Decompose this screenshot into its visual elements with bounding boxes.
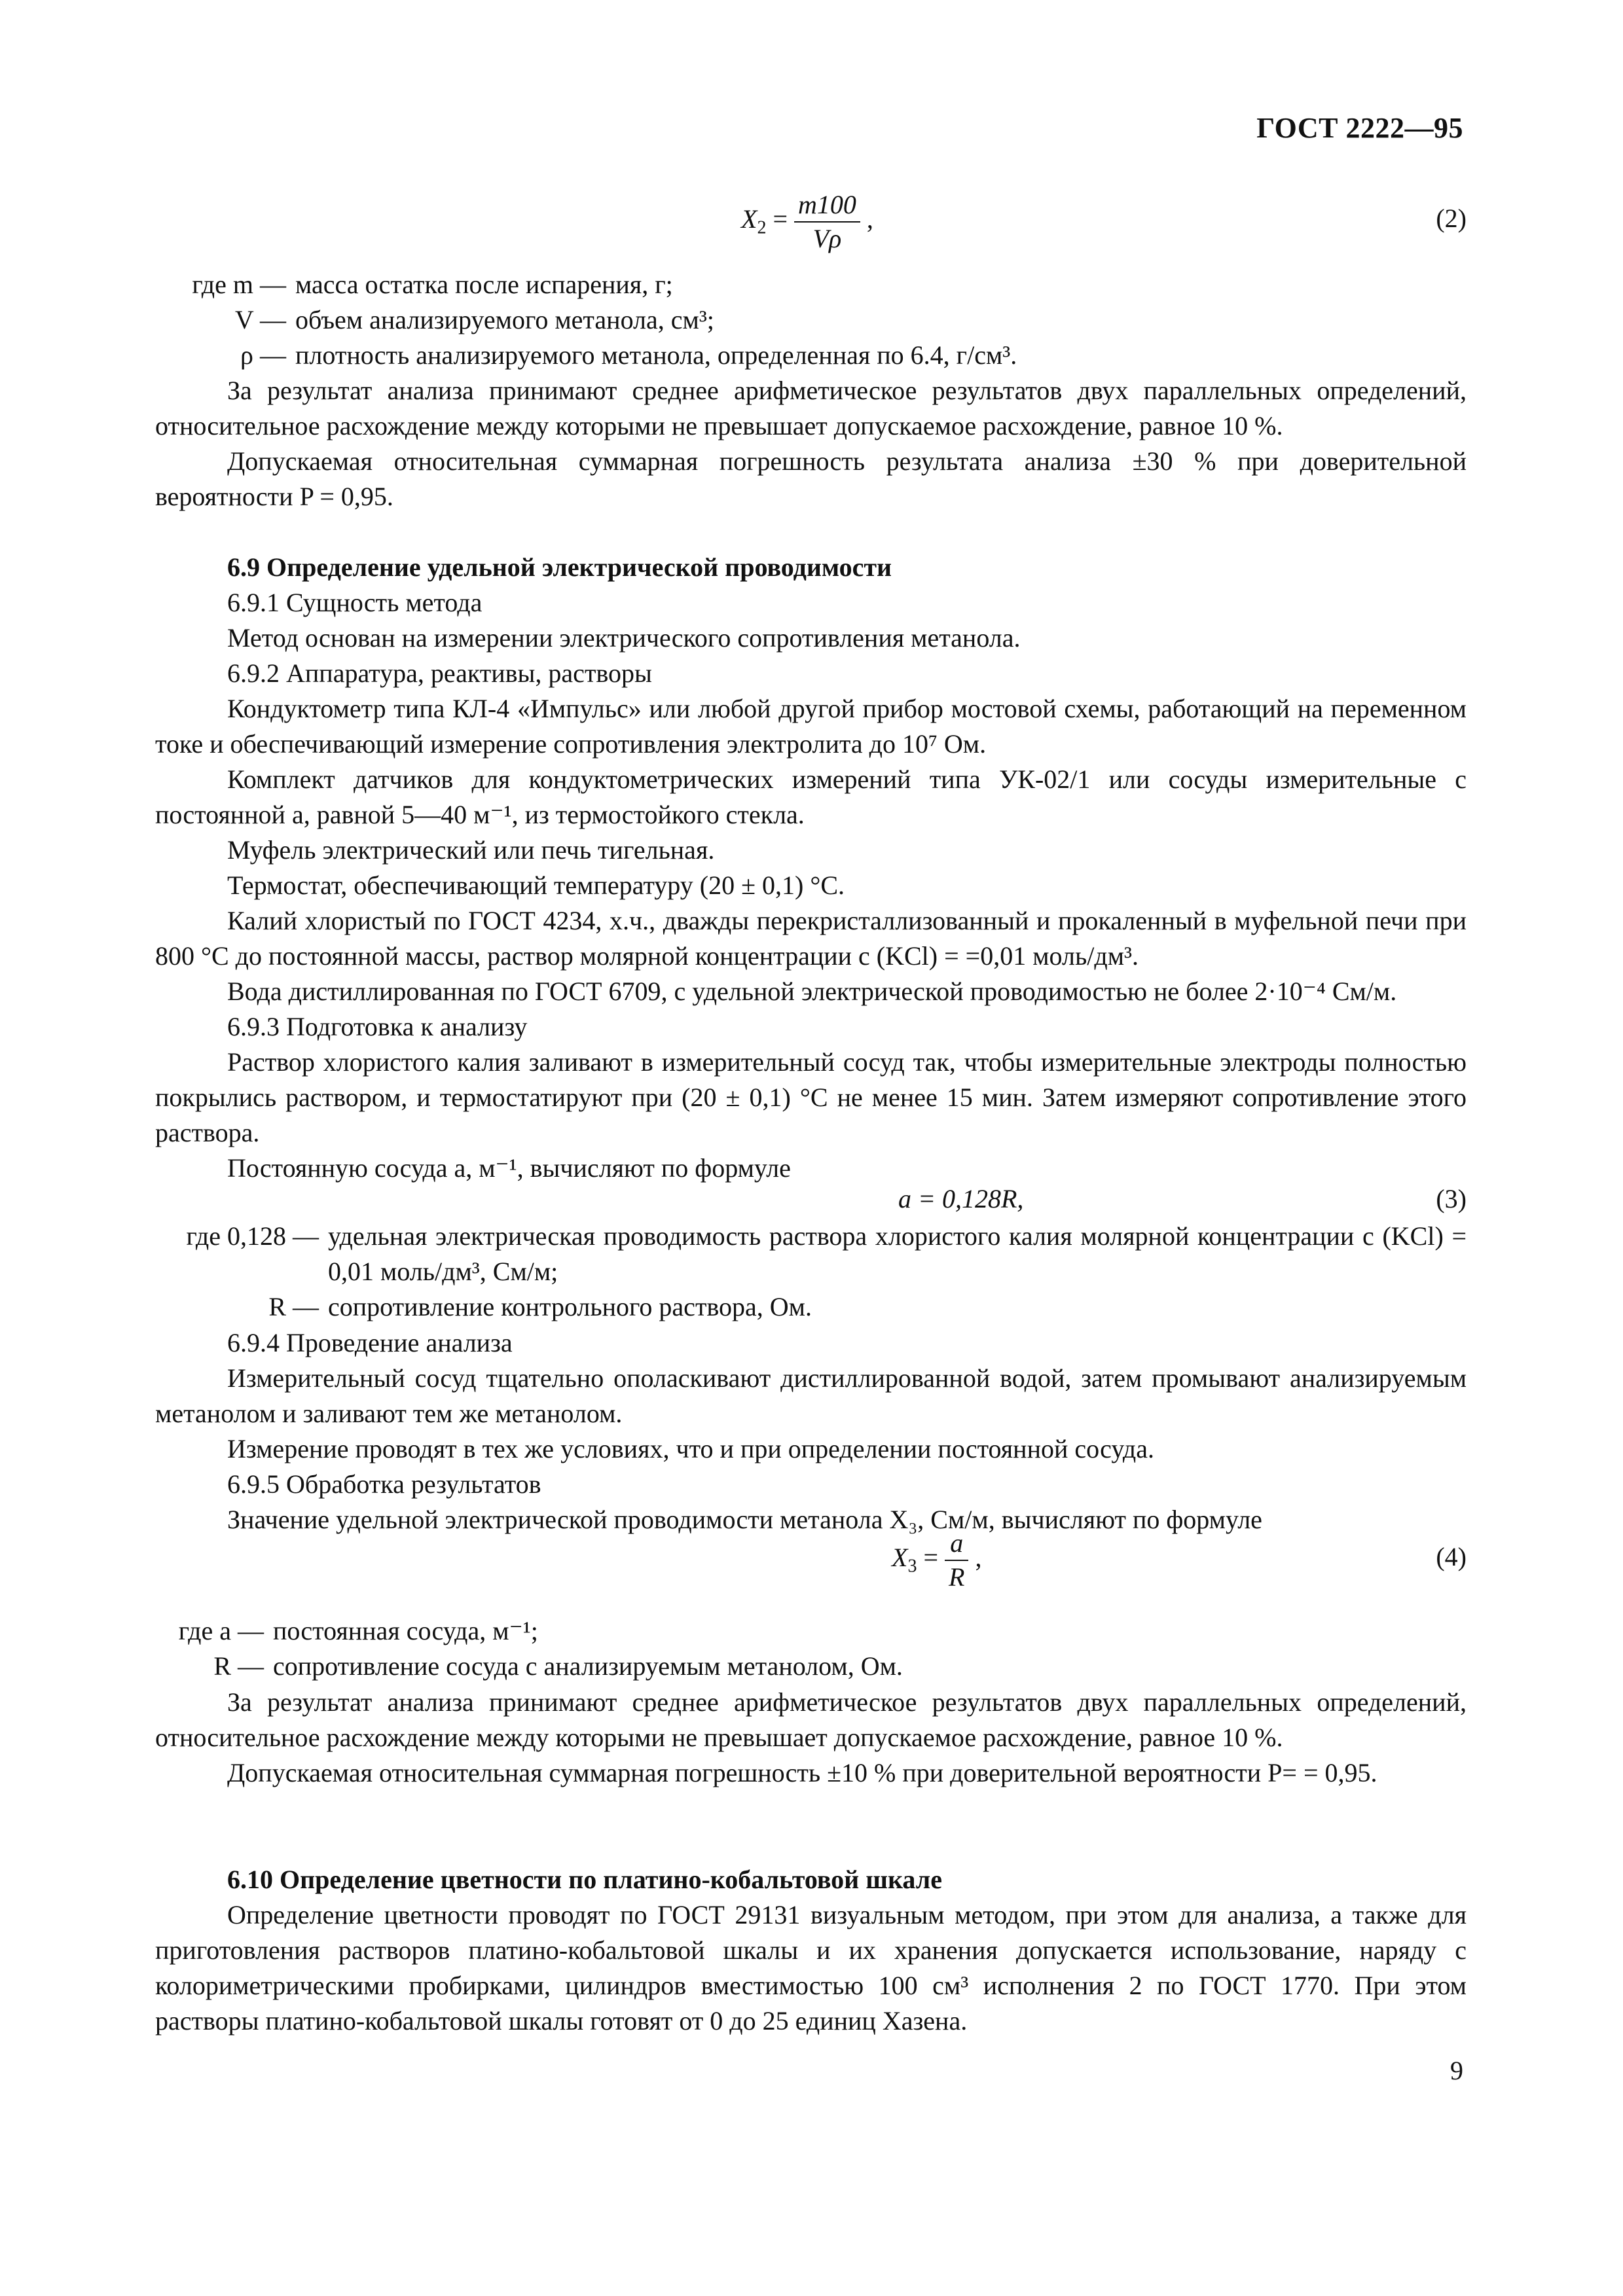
subsection-title: 6.9.4 Проведение анализа xyxy=(227,1328,513,1357)
paragraph: Метод основан на измерении электрического сопротивления метанола. xyxy=(227,623,1021,653)
formula-2-definitions xyxy=(155,267,1467,373)
page-number: 9 xyxy=(1450,2056,1463,2085)
formula-4 xyxy=(155,1528,1467,1607)
formula-3-number: (3) xyxy=(1436,1184,1467,1213)
formula-3-definitions xyxy=(155,1219,1467,1325)
paragraph: Термостат, обеспечивающий температуру (20 ± 0,1) °С. xyxy=(227,870,845,900)
paragraph: Измерительный сосуд тщательно ополаскивают дистиллированной водой, затем промывают анализируемым метанолом и заливают тем же метанолом. xyxy=(155,1363,1467,1428)
formula-2 xyxy=(155,190,1467,268)
definition-row: ρ — плотность анализируемого метанола, определенная по 6.4, г/см³. xyxy=(240,340,1017,370)
text-block-3 xyxy=(155,1685,1467,1791)
paragraph: За результат анализа принимают среднее арифметическое результатов двух параллельных определений, относительное расхождение между которыми не превышает допускаемое расхождение, равное 10 %. xyxy=(155,1687,1467,1752)
text-block-1 xyxy=(155,373,1467,514)
document-header: ГОСТ 2222—95 xyxy=(1256,112,1463,144)
formula-2-number: (2) xyxy=(1436,204,1467,233)
subsection-title: 6.9.2 Аппаратура, реактивы, растворы xyxy=(227,658,652,688)
paragraph: За результат анализа принимают среднее арифметическое результатов двух параллельных определений, относительное расхождение между которыми не превышает допускаемое расхождение, равное 10 %. xyxy=(155,376,1467,440)
definition-row: R — сопротивление сосуда с анализируемым метанолом, Ом. xyxy=(213,1651,903,1681)
definition-row: R — сопротивление контрольного раствора, Ом. xyxy=(268,1292,812,1321)
formula-4-fraction: $\frac{a}{R}$ xyxy=(945,1528,968,1592)
paragraph: Допускаемая относительная суммарная погрешность результата анализа ±30 % при доверительной вероятности P = 0,95. xyxy=(155,446,1467,511)
definition-row: где 0,128 — удельная электрическая проводимость раствора хлористого калия молярной концентрации с (KCl) = 0,01 моль/дм³, См/м; xyxy=(186,1221,1467,1286)
subsection-title: 6.9.3 Подготовка к анализу xyxy=(227,1012,528,1041)
definition-row: где m — масса остатка после испарения, г; xyxy=(192,270,673,299)
formula-3-expression: a = 0,128R, xyxy=(898,1184,1024,1213)
paragraph: Постоянную сосуда а, м⁻¹, вычисляют по формуле xyxy=(227,1153,791,1183)
formula-4-number: (4) xyxy=(1436,1542,1467,1571)
section-6-9 xyxy=(155,550,1467,1186)
paragraph: Значение удельной электрической проводимости метанола X₃, См/м, вычисляют по формуле xyxy=(227,1505,1262,1534)
formula-2-fraction: $\frac{m100}{V\rho}$ xyxy=(794,190,860,254)
formula-2-expression: $X_2$ = $\frac{m100}{V\rho}$ , xyxy=(741,190,873,253)
text-block-2 xyxy=(155,1325,1467,1537)
paragraph: Кондуктометр типа КЛ-4 «Импульс» или любой другой прибор мостовой схемы, работающий на переменном токе и обеспечивающий измерение сопротивления электролита до 10⁷ Ом. xyxy=(155,694,1467,759)
section-heading: 6.9 Определение удельной электрической проводимости xyxy=(227,552,892,582)
paragraph: Калий хлористый по ГОСТ 4234, х.ч., дважды перекристаллизованный и прокаленный в муфельной печи при 800 °С до постоянной массы, раствор молярной концентрации с (KCl) = =0,01 моль/дм³. xyxy=(155,906,1467,971)
paragraph: Допускаемая относительная суммарная погрешность ±10 % при доверительной вероятности Р= = 0,95. xyxy=(227,1758,1377,1787)
definition-row: где a — постоянная сосуда, м⁻¹; xyxy=(178,1616,538,1645)
paragraph: Муфель электрический или печь тигельная. xyxy=(227,835,715,865)
formula-3 xyxy=(155,1178,1467,1217)
subsection-title: 6.9.1 Сущность метода xyxy=(227,588,483,617)
paragraph: Измерение проводят в тех же условиях, что и при определении постоянной сосуда. xyxy=(227,1434,1154,1463)
paragraph: Раствор хлористого калия заливают в измерительный сосуд так, чтобы измерительные электроды полностью покрылись раствором, и термостатируют при (20 ± 0,1) °С не менее 15 мин. Затем измеряют сопротивление этого раствора. xyxy=(155,1047,1467,1147)
section-heading: 6.10 Определение цветности по платино-кобальтовой шкале xyxy=(227,1865,942,1894)
section-6-10 xyxy=(155,1862,1467,2039)
paragraph: Определение цветности проводят по ГОСТ 29131 визуальным методом, при этом для анализа, а также для приготовления растворов платино-кобальтовой шкалы и их хранения допускается использование, наряду с колориметрическими пробирками, цилиндров вместимостью 100 см³ исполнения 2 по ГОСТ 1770. При этом растворы платино-кобальтовой шкалы готовят от 0 до 25 единиц Хазена. xyxy=(155,1900,1467,2036)
paragraph: Комплект датчиков для кондуктометрических измерений типа УК-02/1 или сосуды измерительные с постоянной а, равной 5—40 м⁻¹, из термостойкого стекла. xyxy=(155,764,1467,829)
formula-4-definitions xyxy=(155,1613,1467,1684)
formula-4-expression: $X_3$ = $\frac{a}{R}$ , xyxy=(892,1528,982,1592)
subsection-title: 6.9.5 Обработка результатов xyxy=(227,1469,541,1499)
paragraph: Вода дистиллированная по ГОСТ 6709, с удельной электрической проводимостью не более 2·10⁻⁴ См/м. xyxy=(227,977,1397,1006)
definition-row: V — объем анализируемого метанола, см³; xyxy=(234,305,714,334)
